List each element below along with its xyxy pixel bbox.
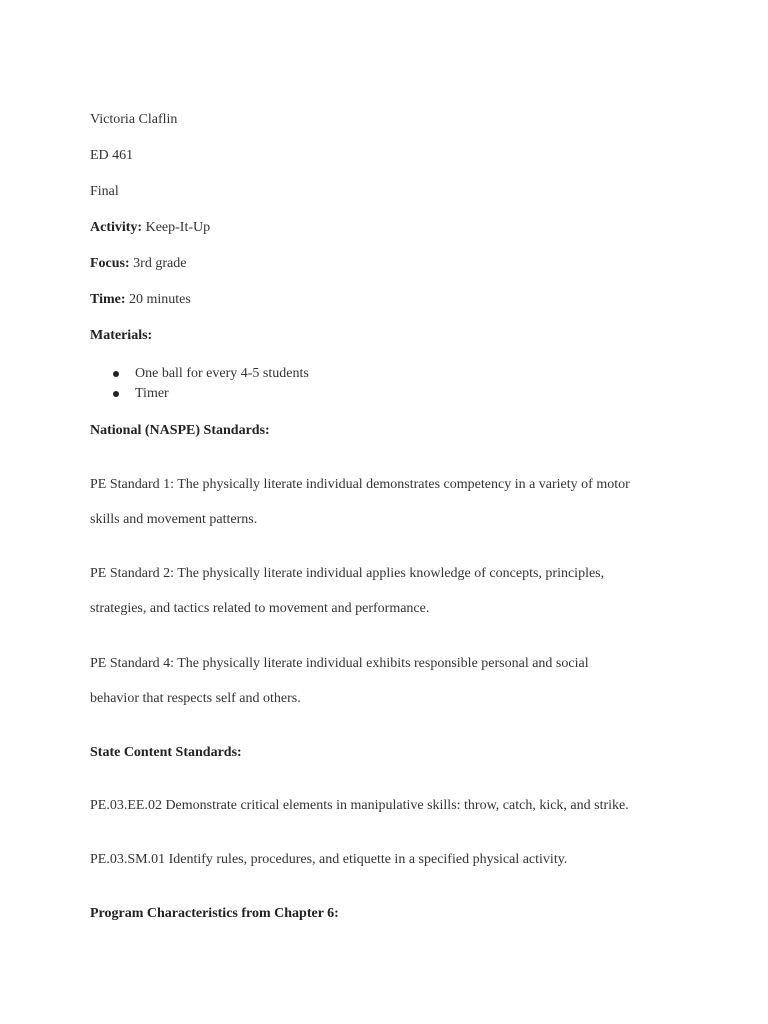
focus-line xyxy=(90,255,186,273)
standard-4-line-2: behavior that respects self and others. xyxy=(90,691,301,706)
time-value: 20 minutes xyxy=(129,292,191,307)
focus-label: Focus: xyxy=(90,256,130,271)
author-name: Victoria Claflin xyxy=(90,112,178,127)
course-code: ED 461 xyxy=(90,148,134,163)
state-standard-item: PE.03.SM.01 Identify rules, procedures, and etiquette in a specified physical activity. xyxy=(90,852,568,867)
assignment-title: Final xyxy=(90,184,119,199)
time-line xyxy=(90,291,191,309)
material-item: One ball for every 4-5 students xyxy=(135,366,309,381)
state-standard-item: PE.03.EE.02 Demonstrate critical elements in manipulative skills: throw, catch, kick, and strike. xyxy=(90,798,629,813)
materials-list xyxy=(90,365,309,404)
material-item: Timer xyxy=(135,385,169,401)
standard-4-line-1: PE Standard 4: The physically literate individual exhibits responsible personal and social xyxy=(90,656,589,671)
standard-2-line-2: strategies, and tactics related to movement and performance. xyxy=(90,601,430,616)
bullet-icon xyxy=(113,371,119,377)
time-label: Time: xyxy=(90,292,126,307)
standard-1-line-1: PE Standard 1: The physically literate individual demonstrates competency in a variety of motor xyxy=(90,477,630,492)
activity-line xyxy=(90,219,210,237)
national-standards-heading: National (NASPE) Standards: xyxy=(90,423,270,438)
list-item xyxy=(90,365,309,385)
state-standards-heading: State Content Standards: xyxy=(90,745,242,760)
activity-label: Activity: xyxy=(90,220,143,235)
standard-1-line-2: skills and movement patterns. xyxy=(90,512,258,527)
materials-heading: Materials: xyxy=(90,328,153,343)
bullet-icon xyxy=(113,391,119,397)
standard-2-line-1: PE Standard 2: The physically literate individual applies knowledge of concepts, principles, xyxy=(90,566,605,581)
focus-value: 3rd grade xyxy=(133,256,187,271)
list-item xyxy=(90,385,309,405)
program-characteristics-heading: Program Characteristics from Chapter 6: xyxy=(90,906,339,921)
activity-value: Keep-It-Up xyxy=(145,220,211,235)
